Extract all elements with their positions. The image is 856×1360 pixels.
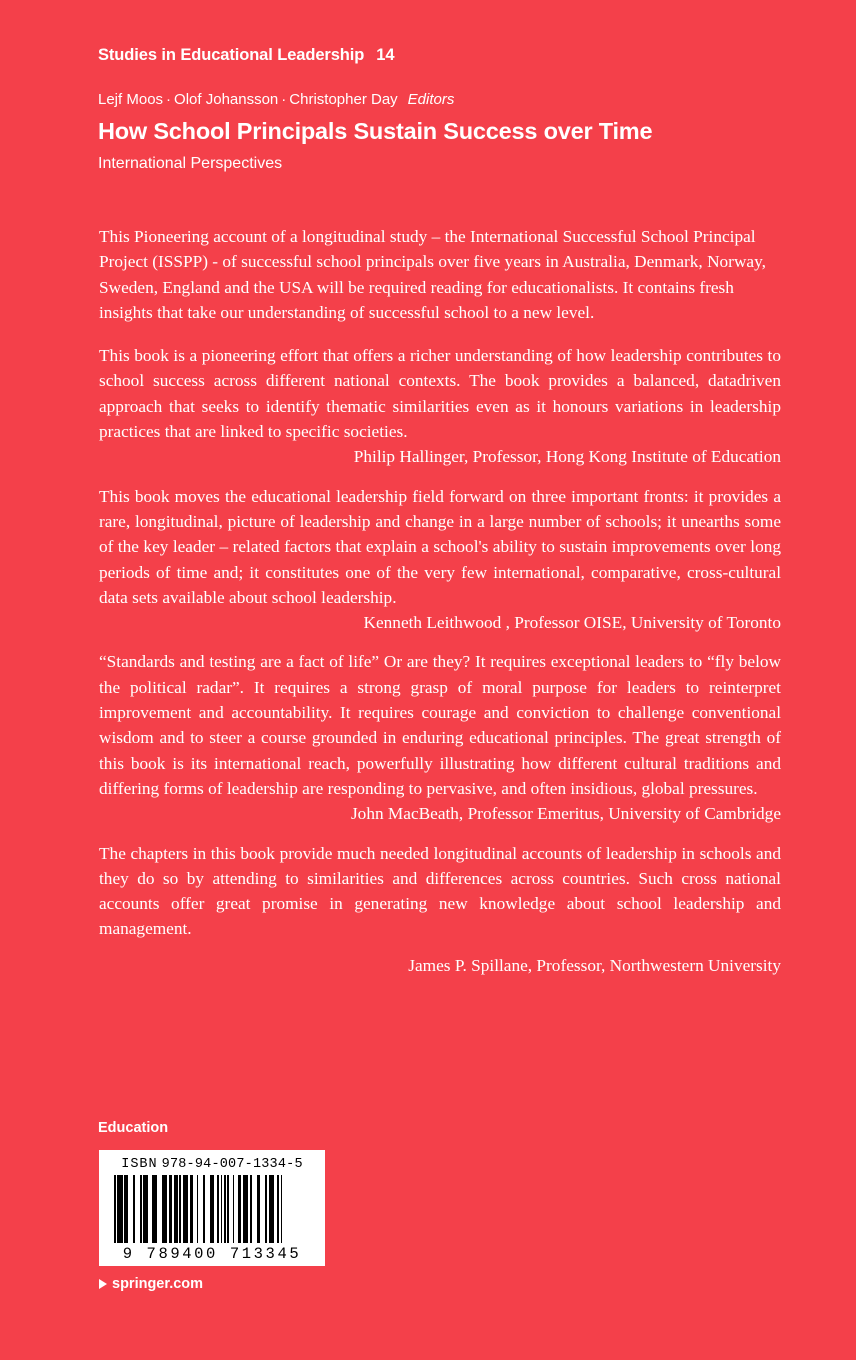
- blurb-item: [99, 343, 781, 469]
- blurb-text: “Standards and testing are a fact of life” Or are they? It requires exceptional leaders to “fly below the political radar”. It requires a strong grasp of moral purpose for leaders to reinterpret improvement and accountability. It requires courage and conviction to challenge conventional wisdom and to steer a course grounded in enduring educational principles. The great strength of this book is its international reach, powerfully illustrating how different cultural traditions and differing forms of leadership are responding to pervasive, and often insidious, global pressures.: [99, 652, 781, 798]
- barcode: [99, 1150, 325, 1266]
- blurb-attribution: Kenneth Leithwood , Professor OISE, University of Toronto: [363, 613, 781, 633]
- editors-role-label: Editors: [407, 91, 455, 108]
- series-line: [98, 46, 394, 65]
- blurb-text: This Pioneering account of a longitudinal study – the International Successful School Principal Project (ISSPP) - of successful school principals over five years in Australia, Denmark, Norway, Sweden, England and the USA will be required reading for educationalists. It contains fresh insights that take our understanding of successful school to a new level.: [99, 227, 766, 322]
- barcode-bars: [108, 1175, 316, 1243]
- editor-1: Lejf Moos: [98, 91, 164, 108]
- blurb-list: [99, 224, 781, 992]
- blurb-attribution: John MacBeath, Professor Emeritus, University of Cambridge: [350, 804, 781, 824]
- page-subtitle: International Perspectives: [98, 155, 283, 172]
- editor-separator-2: ·: [281, 91, 287, 108]
- isbn-line: [108, 1157, 316, 1172]
- blurb-attribution: James P. Spillane, Professor, Northwestern University: [408, 955, 781, 975]
- series-title: Studies in Educational Leadership: [98, 46, 365, 64]
- isbn-label: ISBN: [121, 1157, 158, 1172]
- barcode-digits: 9 789400 713345: [122, 1245, 302, 1263]
- publisher-link[interactable]: [99, 1276, 203, 1292]
- series-number: 14: [376, 46, 395, 64]
- editor-3: Christopher Day: [289, 91, 398, 108]
- isbn-value: 978-94-007-1334-5: [161, 1157, 303, 1172]
- page-title: How School Principals Sustain Success over Time: [98, 118, 653, 144]
- editor-separator-1: ·: [166, 91, 172, 108]
- publisher-url: springer.com: [112, 1276, 204, 1292]
- blurb-item: [99, 484, 781, 636]
- blurb-item: [99, 224, 781, 325]
- blurb-item: [99, 649, 781, 826]
- play-triangle-icon: [99, 1279, 107, 1289]
- blurb-item: [99, 841, 781, 978]
- blurb-text: This book is a pioneering effort that offers a richer understanding of how leadership contributes to school success across different national contexts. The book provides a balanced, datadriven approach that seeks to identify thematic similarities even as it honours variations in leadership practices that are linked to specific societies.: [99, 346, 781, 442]
- blurb-text: The chapters in this book provide much needed longitudinal accounts of leadership in schools and they do so by attending to similarities and differences across countries. Such cross national accounts offer great promise in generating new knowledge about school leadership and management.: [99, 843, 781, 939]
- editor-2: Olof Johansson: [174, 91, 279, 108]
- editors-line: [98, 91, 454, 108]
- blurb-attribution: Philip Hallinger, Professor, Hong Kong Institute of Education: [353, 447, 781, 467]
- blurb-text: This book moves the educational leadership field forward on three important fronts: it provides a rare, longitudinal, picture of leadership and change in a large number of schools; it unearths some of the key leader – related factors that explain a school's ability to sustain improvements over long periods of time and; it constitutes one of the very few international, comparative, cross-cultural data sets available about school leadership.: [99, 486, 781, 607]
- category-label: Education: [98, 1120, 169, 1136]
